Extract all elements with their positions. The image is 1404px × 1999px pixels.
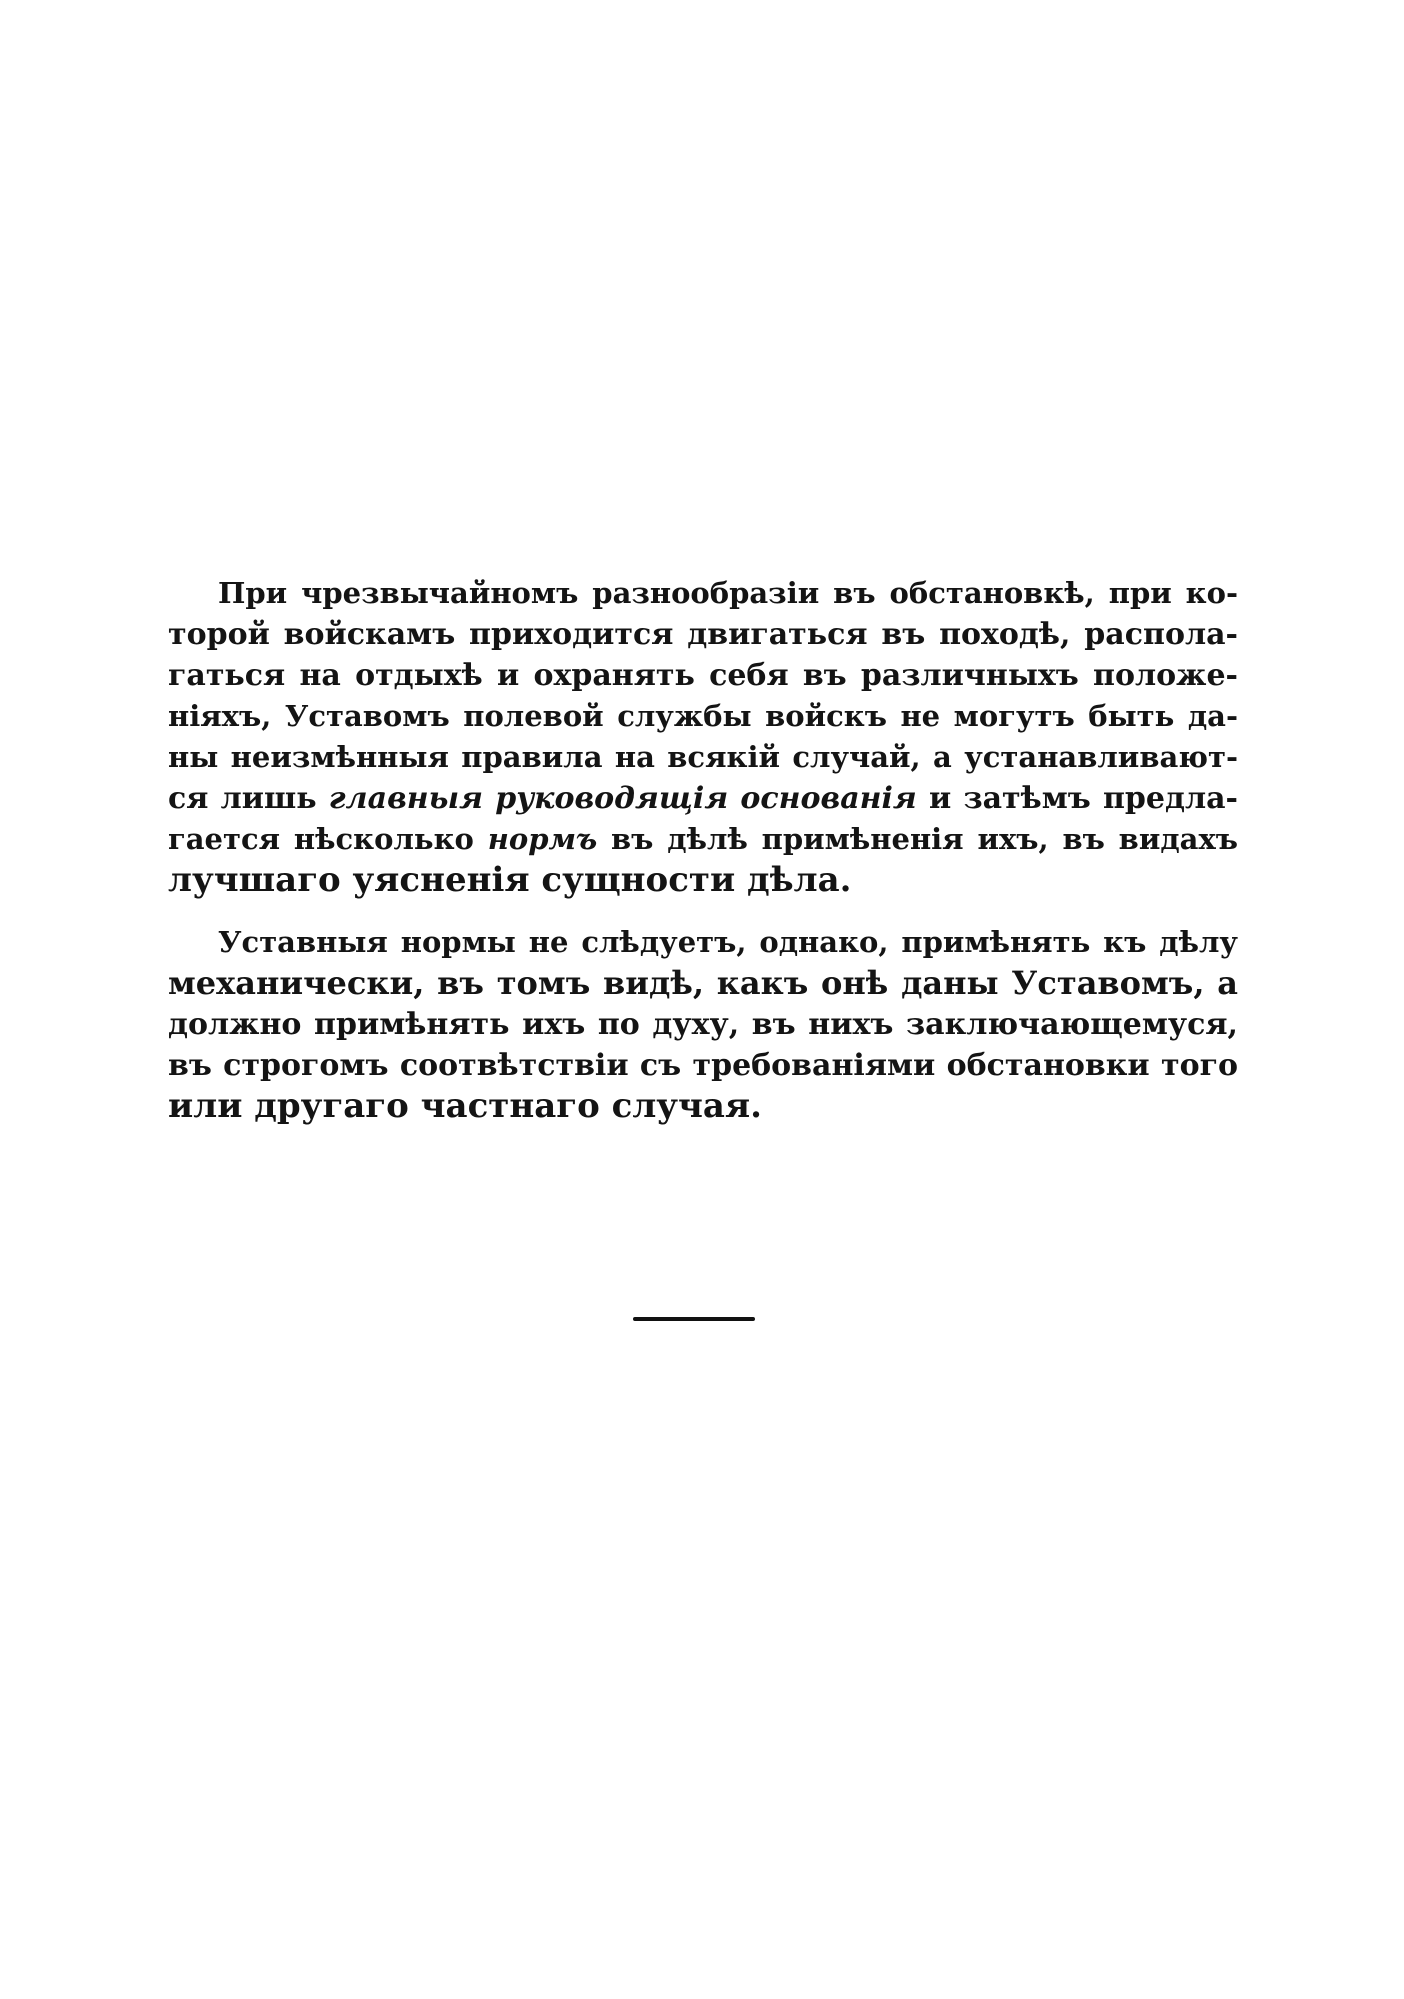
text-line: При чрезвычайномъ разнообразіи въ обстановкѣ, при ко- xyxy=(218,576,1238,610)
text-fragment: въ дѣлѣ примѣненія ихъ, въ видахъ xyxy=(611,822,1238,856)
text-line: или другаго частнаго случая. xyxy=(168,1086,762,1126)
text-line: лучшаго уясненія сущности дѣла. xyxy=(168,860,852,900)
text-line xyxy=(168,819,1238,860)
text-line: механически, въ томъ видѣ, какъ онѣ даны Уставомъ, а xyxy=(168,964,1238,1002)
text-fragment: ся лишь xyxy=(168,781,317,816)
text-fragment: и затѣмъ предла- xyxy=(929,781,1239,816)
text-line: гаться на отдыхѣ и охранять себя въ различныхъ положе- xyxy=(168,658,1238,693)
body-text xyxy=(168,573,1238,1127)
paragraph-2 xyxy=(168,922,1238,1127)
text-line: должно примѣнять ихъ по духу, въ нихъ заключающемуся, xyxy=(168,1007,1238,1042)
text-line: въ строгомъ соотвѣтствіи съ требованіями обстановки того xyxy=(168,1048,1238,1083)
horizontal-rule xyxy=(633,1317,755,1321)
text-line: торой войскамъ приходится двигаться въ походѣ, распола- xyxy=(168,617,1238,652)
paragraph-1 xyxy=(168,573,1238,901)
italic-phrase: нормъ xyxy=(487,822,598,856)
text-line xyxy=(168,778,1238,819)
italic-phrase: главныя руководящія основанія xyxy=(328,781,917,816)
text-line: ніяхъ, Уставомъ полевой службы войскъ не могутъ быть да- xyxy=(168,699,1238,733)
text-fragment: гается нѣсколько xyxy=(168,822,474,856)
text-line: Уставныя нормы не слѣдуетъ, однако, примѣнять къ дѣлу xyxy=(218,925,1238,959)
text-line: ны неизмѣнныя правила на всякій случай, а устанавливают- xyxy=(168,740,1238,774)
